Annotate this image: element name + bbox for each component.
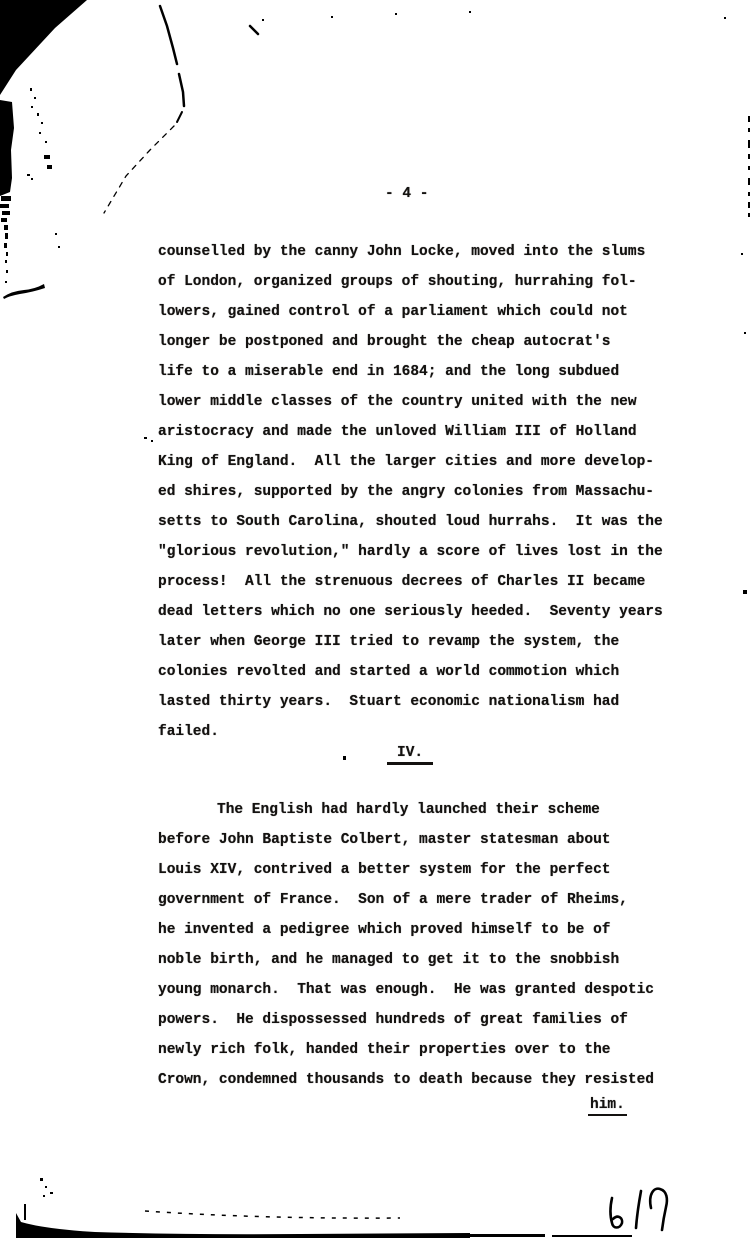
text-line: process! All the strenuous decrees of Charles II became xyxy=(158,574,646,590)
text-line: Louis XIV, contrived a better system for the perfect xyxy=(158,862,611,878)
text-line: of London, organized groups of shouting, hurrahing fol- xyxy=(158,274,637,290)
text-line: young monarch. That was enough. He was granted despotic xyxy=(158,982,654,998)
handwritten-page-number xyxy=(600,1180,720,1238)
text-line: The English had hardly launched their scheme xyxy=(217,802,600,818)
text-line: powers. He dispossessed hundreds of great families of xyxy=(158,1012,628,1028)
paragraph-2 xyxy=(158,795,698,1095)
text-line: ed shires, supported by the angry colonies from Massachu- xyxy=(158,484,654,500)
crease-line-artifact xyxy=(104,6,258,213)
text-line: government of France. Son of a mere trader of Rheims, xyxy=(158,892,628,908)
catchword: him. xyxy=(588,1097,627,1116)
text-line: life to a miserable end in 1684; and the long subdued xyxy=(158,364,620,380)
right-edge-artifact xyxy=(741,116,750,594)
text-line: counselled by the canny John Locke, moved into the slums xyxy=(158,244,646,260)
text-line: before John Baptiste Colbert, master statesman about xyxy=(158,832,611,848)
text-line: aristocracy and made the unloved William III of Holland xyxy=(158,424,637,440)
left-edge-artifact xyxy=(0,88,60,299)
corner-fold-artifact xyxy=(0,0,87,95)
text-line: setts to South Carolina, shouted loud hurrahs. It was the xyxy=(158,514,663,530)
section-heading-text: IV. xyxy=(387,745,433,765)
text-line: noble birth, and he managed to get it to the snobbish xyxy=(158,952,620,968)
bottom-smudge-artifact xyxy=(16,1178,632,1238)
text-line: colonies revolted and started a world commotion which xyxy=(158,664,620,680)
section-heading xyxy=(387,745,433,765)
text-line: failed. xyxy=(158,724,219,740)
text-line: lower middle classes of the country united with the new xyxy=(158,394,637,410)
paragraph-1 xyxy=(158,237,698,747)
text-line: lasted thirty years. Stuart economic nationalism had xyxy=(158,694,620,710)
text-line: newly rich folk, handed their properties over to the xyxy=(158,1042,611,1058)
page-number: - 4 - xyxy=(385,186,429,202)
text-line: he invented a pedigree which proved himself to be of xyxy=(158,922,611,938)
text-line: longer be postponed and brought the cheap autocrat's xyxy=(158,334,611,350)
text-line: dead letters which no one seriously heeded. Seventy years xyxy=(158,604,663,620)
text-line: lowers, gained control of a parliament which could not xyxy=(158,304,628,320)
text-line: "glorious revolution," hardly a score of lives lost in the xyxy=(158,544,663,560)
text-line: King of England. All the larger cities and more develop- xyxy=(158,454,654,470)
text-line: later when George III tried to revamp the system, the xyxy=(158,634,620,650)
text-line: Crown, condemned thousands to death because they resisted xyxy=(158,1072,654,1088)
